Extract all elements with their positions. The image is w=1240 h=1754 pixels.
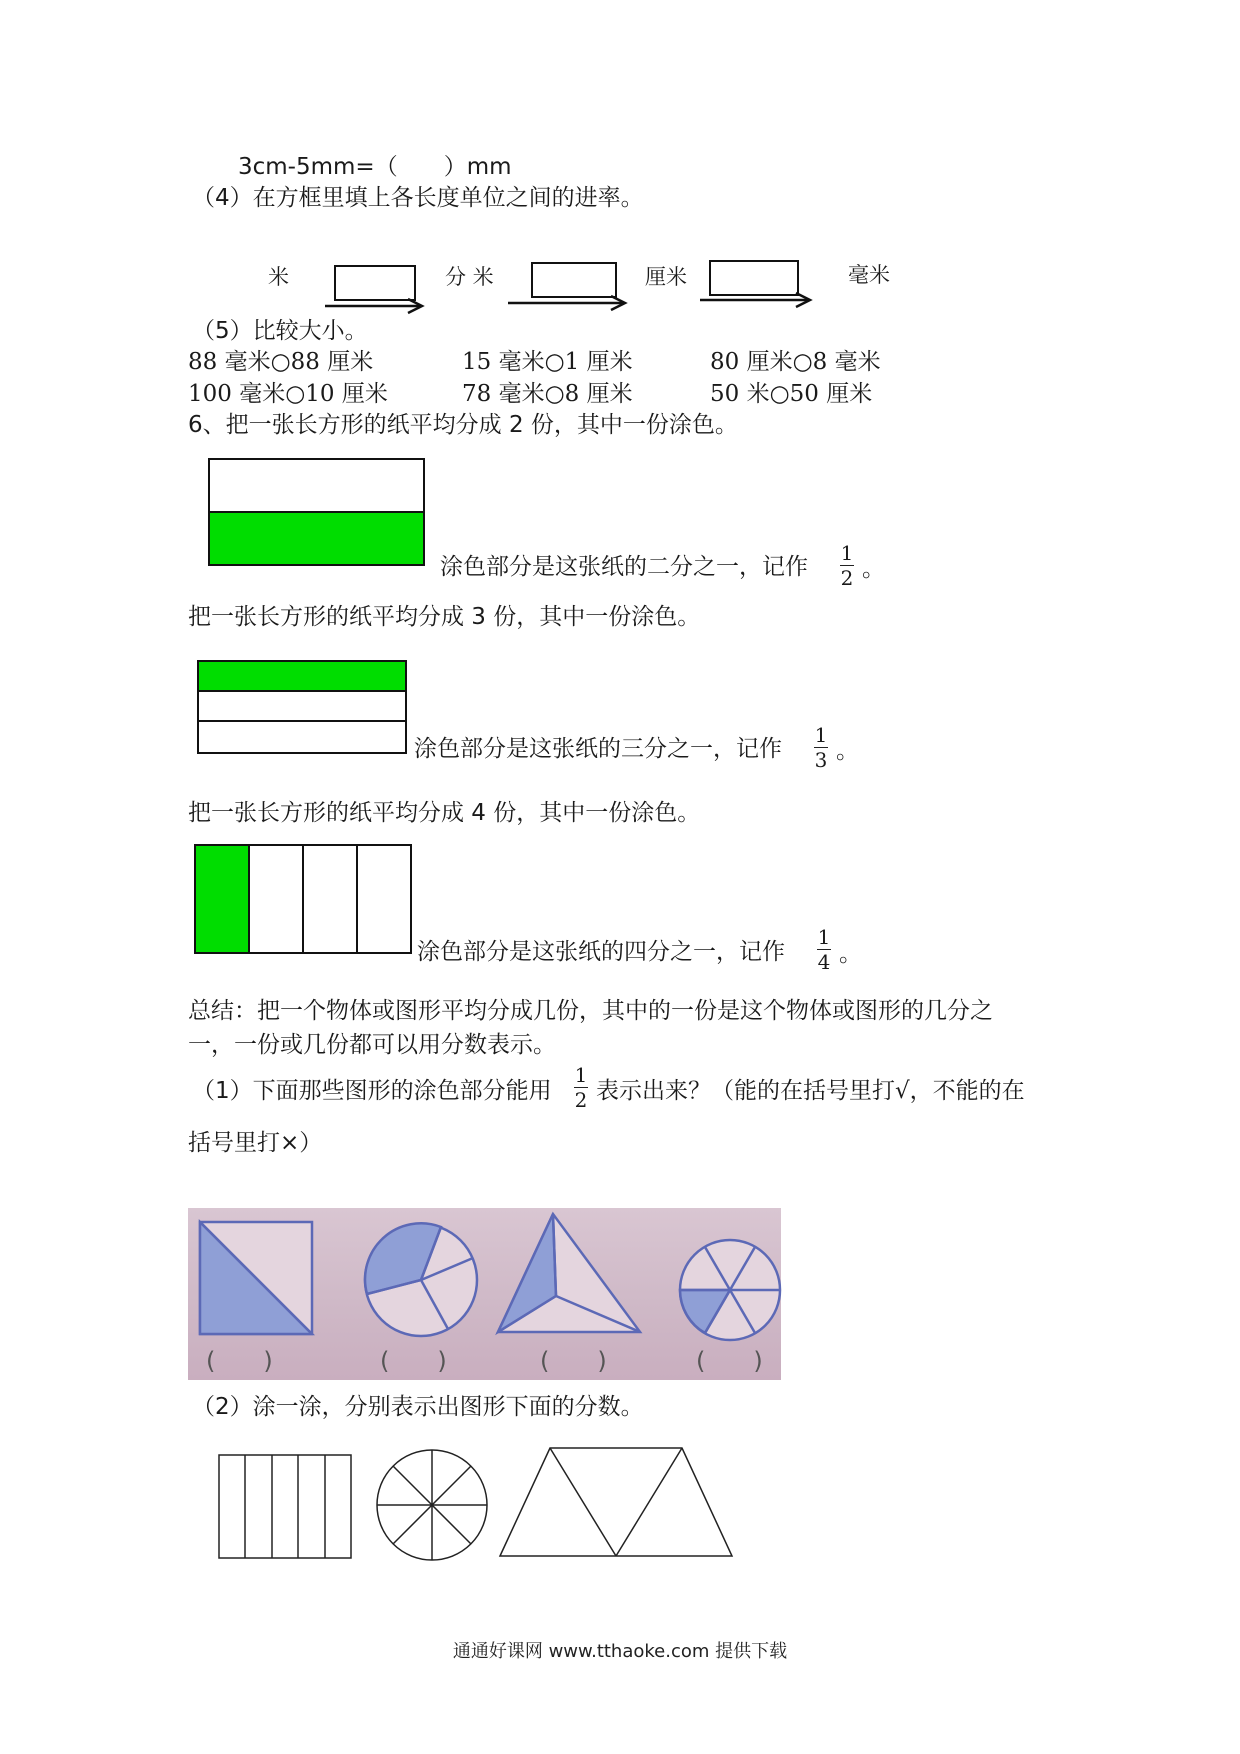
period: 。 [836, 738, 859, 764]
unit-arrows [0, 0, 1240, 330]
ex1-prompt-start: （1）下面那些图形的涂色部分能用 [192, 1078, 552, 1104]
third-shaded-rectangle [197, 660, 409, 756]
ex1-prompt-line2: 括号里打×） [188, 1130, 323, 1156]
q6-intro: 6、把一张长方形的纸平均分成 2 份，其中一份涂色。 [188, 412, 738, 438]
ex2-shapes [210, 1440, 770, 1570]
fraction-one-half: 1 2 [574, 1063, 588, 1112]
answer-paren[interactable]: ( ) [540, 1347, 607, 1375]
unit-mm: 毫米 [848, 263, 890, 287]
fraction-one-half: 1 2 [840, 541, 854, 590]
quarter-caption: 涂色部分是这张纸的四分之一，记作 [417, 939, 785, 965]
q4-title: （4）在方框里填上各长度单位之间的进率。 [192, 185, 644, 211]
conversion-question: 3cm-5mm=（ ）mm [238, 154, 512, 180]
rectangle-five-strips [219, 1455, 351, 1558]
third-caption: 涂色部分是这张纸的三分之一，记作 [414, 736, 782, 762]
compare-item[interactable]: 15 毫米○1 厘米 [462, 349, 633, 375]
unit-m: 米 [268, 265, 289, 289]
compare-item[interactable]: 80 厘米○8 毫米 [710, 349, 881, 375]
shapes-photo [188, 1208, 781, 1380]
answer-paren[interactable]: ( ) [696, 1347, 763, 1375]
fraction-one-third: 1 3 [814, 723, 828, 772]
answer-paren[interactable]: ( ) [380, 1347, 447, 1375]
q5-title: （5）比较大小。 [192, 318, 368, 344]
q6-intro-thirds: 把一张长方形的纸平均分成 3 份，其中一份涂色。 [188, 604, 701, 630]
footer-credit: 通通好课网 www.tthaoke.com 提供下载 [452, 1641, 788, 1662]
ex1-prompt-end: 表示出来？（能的在括号里打√，不能的在 [596, 1078, 1025, 1104]
compare-item[interactable]: 78 毫米○8 厘米 [462, 381, 633, 407]
ex2-title: （2）涂一涂，分别表示出图形下面的分数。 [192, 1394, 644, 1420]
compare-item[interactable]: 88 毫米○88 厘米 [188, 349, 374, 375]
summary-line2: 一，一份或几份都可以用分数表示。 [188, 1032, 556, 1058]
half-caption: 涂色部分是这张纸的二分之一，记作 [440, 554, 808, 580]
q6-intro-quarters: 把一张长方形的纸平均分成 4 份，其中一份涂色。 [188, 800, 701, 826]
quarter-shaded-rectangle [194, 844, 414, 956]
summary-line1: 总结：把一个物体或图形平均分成几份，其中的一份是这个物体或图形的几分之 [188, 998, 993, 1024]
photo-shapes [188, 1208, 781, 1380]
compare-item[interactable]: 100 毫米○10 厘米 [188, 381, 388, 407]
answer-paren[interactable]: ( ) [206, 1347, 273, 1375]
unit-cm: 厘米 [645, 265, 687, 289]
half-shaded-rectangle [208, 458, 428, 568]
fraction-one-quarter: 1 4 [817, 925, 831, 974]
period: 。 [839, 941, 862, 967]
unit-dm: 分 米 [445, 265, 494, 289]
compare-item[interactable]: 50 米○50 厘米 [710, 381, 873, 407]
period: 。 [862, 556, 885, 582]
